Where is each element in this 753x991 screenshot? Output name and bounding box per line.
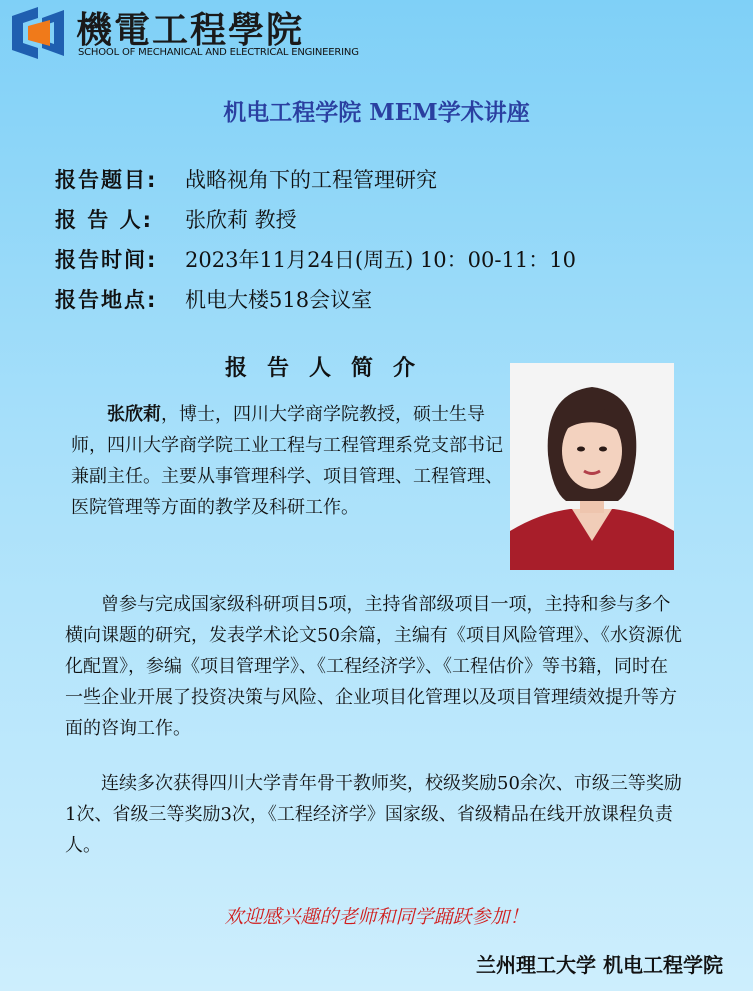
footer-organizer: 兰州理工大学 机电工程学院 bbox=[476, 953, 723, 977]
time-label: 报告时间: bbox=[55, 248, 158, 272]
place-value: 机电大楼518会议室 bbox=[185, 288, 373, 312]
bio-paragraph-2: 曾参与完成国家级科研项目5项，主持省部级项目一项，主持和参与多个横向课题的研究，发表学术论文50余篇，主编有《项目风险管理》、《水资源优化配置》，参编《项目管理学》、《工程经济学》、《工程估价》等书籍，同时在一些企业开展了投资决策与风险、企业项目化管理以及项目管理绩效提升等方面的咨询工作。 bbox=[65, 594, 682, 739]
school-name-en: SCHOOL OF MECHANICAL AND ELECTRICAL ENGINEERING bbox=[78, 47, 359, 58]
bio-heading: 报告人简介 bbox=[225, 356, 436, 381]
topic-value: 战略视角下的工程管理研究 bbox=[185, 168, 437, 192]
info-topic bbox=[55, 164, 437, 194]
info-speaker bbox=[55, 204, 297, 234]
welcome-message: 欢迎感兴趣的老师和同学踊跃参加！ bbox=[224, 906, 529, 928]
speaker-photo bbox=[510, 363, 674, 570]
bio-paragraph-1 bbox=[71, 399, 503, 523]
speaker-label: 报 告 人: bbox=[55, 208, 154, 232]
lecture-title: 机电工程学院 MEM学术讲座 bbox=[223, 99, 530, 126]
school-name-cn: 機電工程學院 bbox=[76, 9, 305, 51]
topic-label: 报告题目: bbox=[55, 168, 158, 192]
speaker-value: 张欣莉 教授 bbox=[185, 208, 297, 232]
school-logo bbox=[6, 4, 68, 62]
info-place bbox=[55, 284, 372, 314]
place-label: 报告地点: bbox=[55, 288, 158, 312]
speaker-name: 张欣莉 bbox=[107, 404, 161, 425]
time-value: 2023年11月24日(周五) 10：00-11：10 bbox=[185, 248, 576, 272]
bio-paragraph-3: 连续多次获得四川大学青年骨干教师奖，校级奖励50余次、市级三等奖励1次、省级三等奖励3次，《工程经济学》国家级、省级精品在线开放课程负责人。 bbox=[65, 773, 682, 856]
bio-paragraph-1-text: ，博士，四川大学商学院教授，硕士生导师，四川大学商学院工业工程与工程管理系党支部书记兼副主任。主要从事管理科学、项目管理、工程管理、医院管理等方面的教学及科研工作。 bbox=[71, 404, 503, 518]
info-time bbox=[55, 244, 576, 274]
